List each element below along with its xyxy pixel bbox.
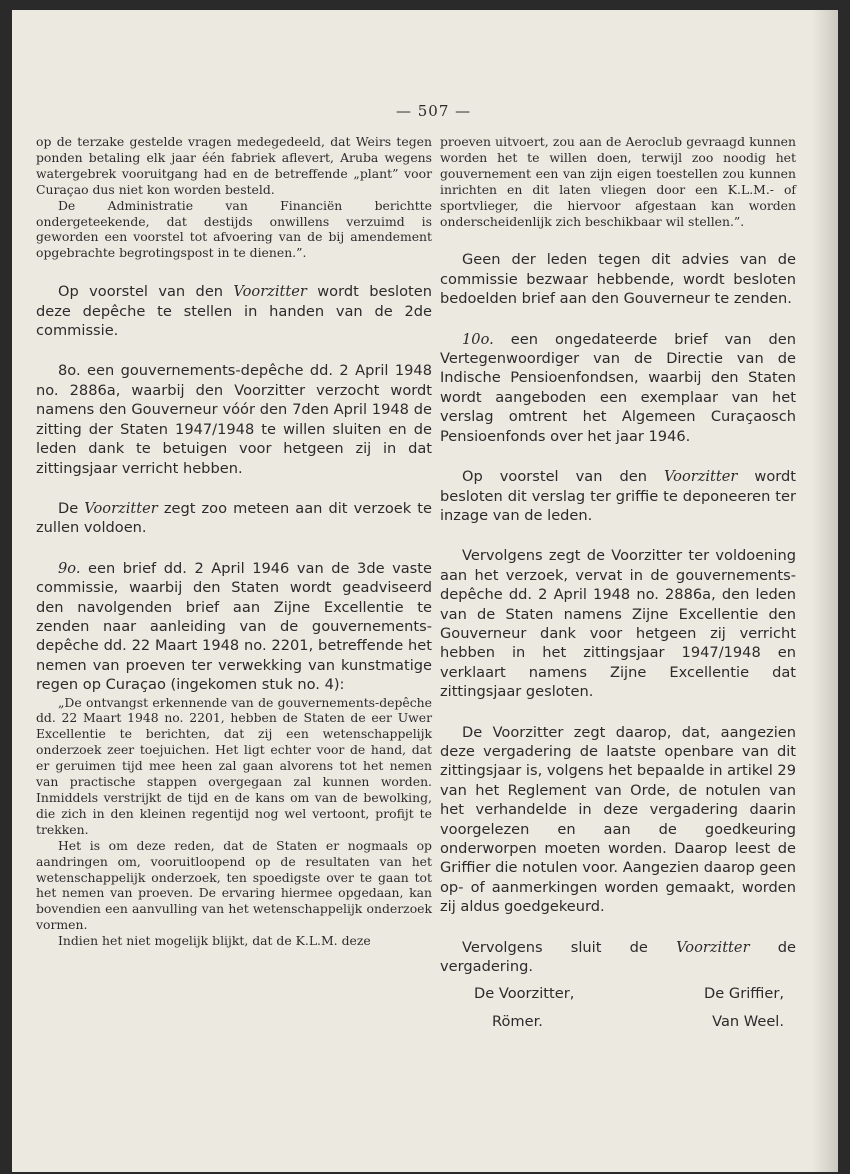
signature-titles	[440, 984, 796, 1003]
right-column	[440, 134, 796, 1031]
quoted-letter-paragraph: „De ontvangst erkennende van de gouvernements-depêche dd. 22 Maart 1948 no. 2201, hebben de Staten de eer Uwer Excellentie te berichten, dat zij een wetenschappelijk onderzoek zeer toejuichen. Het ligt echter voor de hand, dat er geruimen tijd mee heen zal gaan alvorens tot het nemen van practische stappen overgegaan zal kunnen worden. Inmiddels verstrijkt de tijd en de kans om van de bewolking, die zich in den kleinen regentijd nog wel vertoont, profijt te trekken.	[36, 694, 432, 837]
paragraph: De Voorzitter zegt daarop, dat, aangezien deze vergadering de laatste openbare van dit zittingsjaar is, volgens het bepaalde in artikel 29 van het Reglement van Orde, de notulen van het verhandelde in deze vergadering daarin voorgelezen en aan de goedkeuring onderworpen moeten worden. Daarop leest de Griffier die notulen voor. Aangezien daarop geen op- of aanmerkingen worden gemaakt, worden zij aldus goedgekeurd.	[440, 723, 796, 916]
quoted-letter-paragraph: Indien het niet mogelijk blijkt, dat de K.L.M. deze	[58, 933, 371, 949]
signature-name-griffier: Van Weel.	[712, 1012, 784, 1030]
left-column	[36, 134, 432, 949]
paragraph: De Administratie van Financiën berichtte ondergeteekende, dat destijds onwillens verzuimd is geworden een voorstel tot afvoering van de bij amendement opgebrachte begrotingspost in te dienen.”.	[36, 197, 432, 261]
paragraph: Geen der leden tegen dit advies van de commissie bezwaar hebbende, wordt besloten bedoelden brief aan den Gouverneur te zenden.	[440, 251, 796, 308]
signature-title-griffier: De Griffier,	[704, 985, 784, 1003]
signature-title-voorzitter: De Voorzitter,	[474, 985, 575, 1003]
page-edge-shadow	[812, 10, 838, 1172]
quoted-letter-paragraph: Het is om deze reden, dat de Staten er nogmaals op aandringen om, vooruitloopend op de resultaten van het wetenschappelijk onderzoek, ten spoedigste over te gaan tot het nemen van proeven. De ervaring hiermee opgedaan, kan bovendien een aanvulling van het wetenschappelijk onderzoek vormen.	[36, 837, 432, 933]
paragraph: De Voorzitter zegt zoo meteen aan dit verzoek te zullen voldoen.	[36, 499, 433, 537]
paragraph: 10o. een ongedateerde brief van den Vertegenwoordiger van de Directie van de Indische Pensioenfondsen, waarbij den Staten wordt aangeboden een exemplaar van het verslag omtrent het Algemeen Curaçaosch Pensioenfonds over het jaar 1946.	[440, 330, 796, 445]
signature-names	[440, 1012, 796, 1031]
page-number: — 507 —	[396, 102, 472, 120]
paragraph: 8o. een gouvernements-depêche dd. 2 April 1948 no. 2886a, waarbij den Voorzitter verzocht wordt namens den Gouverneur vóór den 7den April 1948 de zitting der Staten 1947/1948 te willen sluiten en de leden dank te betuigen voor hetgeen zij in dat zittingsjaar verricht hebben.	[36, 362, 432, 477]
paragraph: Vervolgens sluit de Voorzitter de vergadering.	[440, 938, 796, 976]
paragraph: Op voorstel van den Voorzitter wordt besloten deze depêche te stellen in handen van de 2de commissie.	[36, 283, 432, 340]
paragraph: op de terzake gestelde vragen medegedeeld, dat Weirs tegen ponden betaling elk jaar één fabriek aflevert, Aruba wegens watergebrek vooruitgang had en de betreffende „plant” voor Curaçao dus niet kon worden besteld.	[36, 134, 432, 197]
signature-name-voorzitter: Römer.	[492, 1012, 543, 1030]
paragraph: Vervolgens zegt de Voorzitter ter voldoening aan het verzoek, vervat in de gouvernements-depêche dd. 2 April 1948 no. 2886a, den leden van de Staten namens Zijne Excellentie den Gouverneur dank voor hetgeen zij verricht hebben in het zittingsjaar 1947/1948 en verklaart namens Zijne Excellentie dat zittingsjaar gesloten.	[440, 547, 796, 701]
paragraph: 9o. een brief dd. 2 April 1946 van de 3de vaste commissie, waarbij den Staten wordt geadviseerd den navolgenden brief aan Zijne Excellentie te zenden naar aanleiding van de gouvernements-depêche dd. 22 Maart 1948 no. 2201, betreffende het nemen van proeven ter verwekking van kunstmatige regen op Curaçao (ingekomen stuk no. 4):	[36, 559, 432, 694]
paragraph: Op voorstel van den Voorzitter wordt besloten dit verslag ter griffie te deponeeren ter inzage van de leden.	[440, 468, 797, 524]
document-page	[12, 10, 838, 1172]
paragraph: proeven uitvoert, zou aan de Aeroclub gevraagd kunnen worden het te willen doen, terwijl zoo noodig het gouvernement een van zijn eigen toestellen zou kunnen inrichten en dit laten vliegen door een K.L.M.- of sportvlieger, die hiervoor afgestaan kan worden onderscheidenlijk zich beschikbaar wil stellen.”.	[440, 134, 796, 229]
